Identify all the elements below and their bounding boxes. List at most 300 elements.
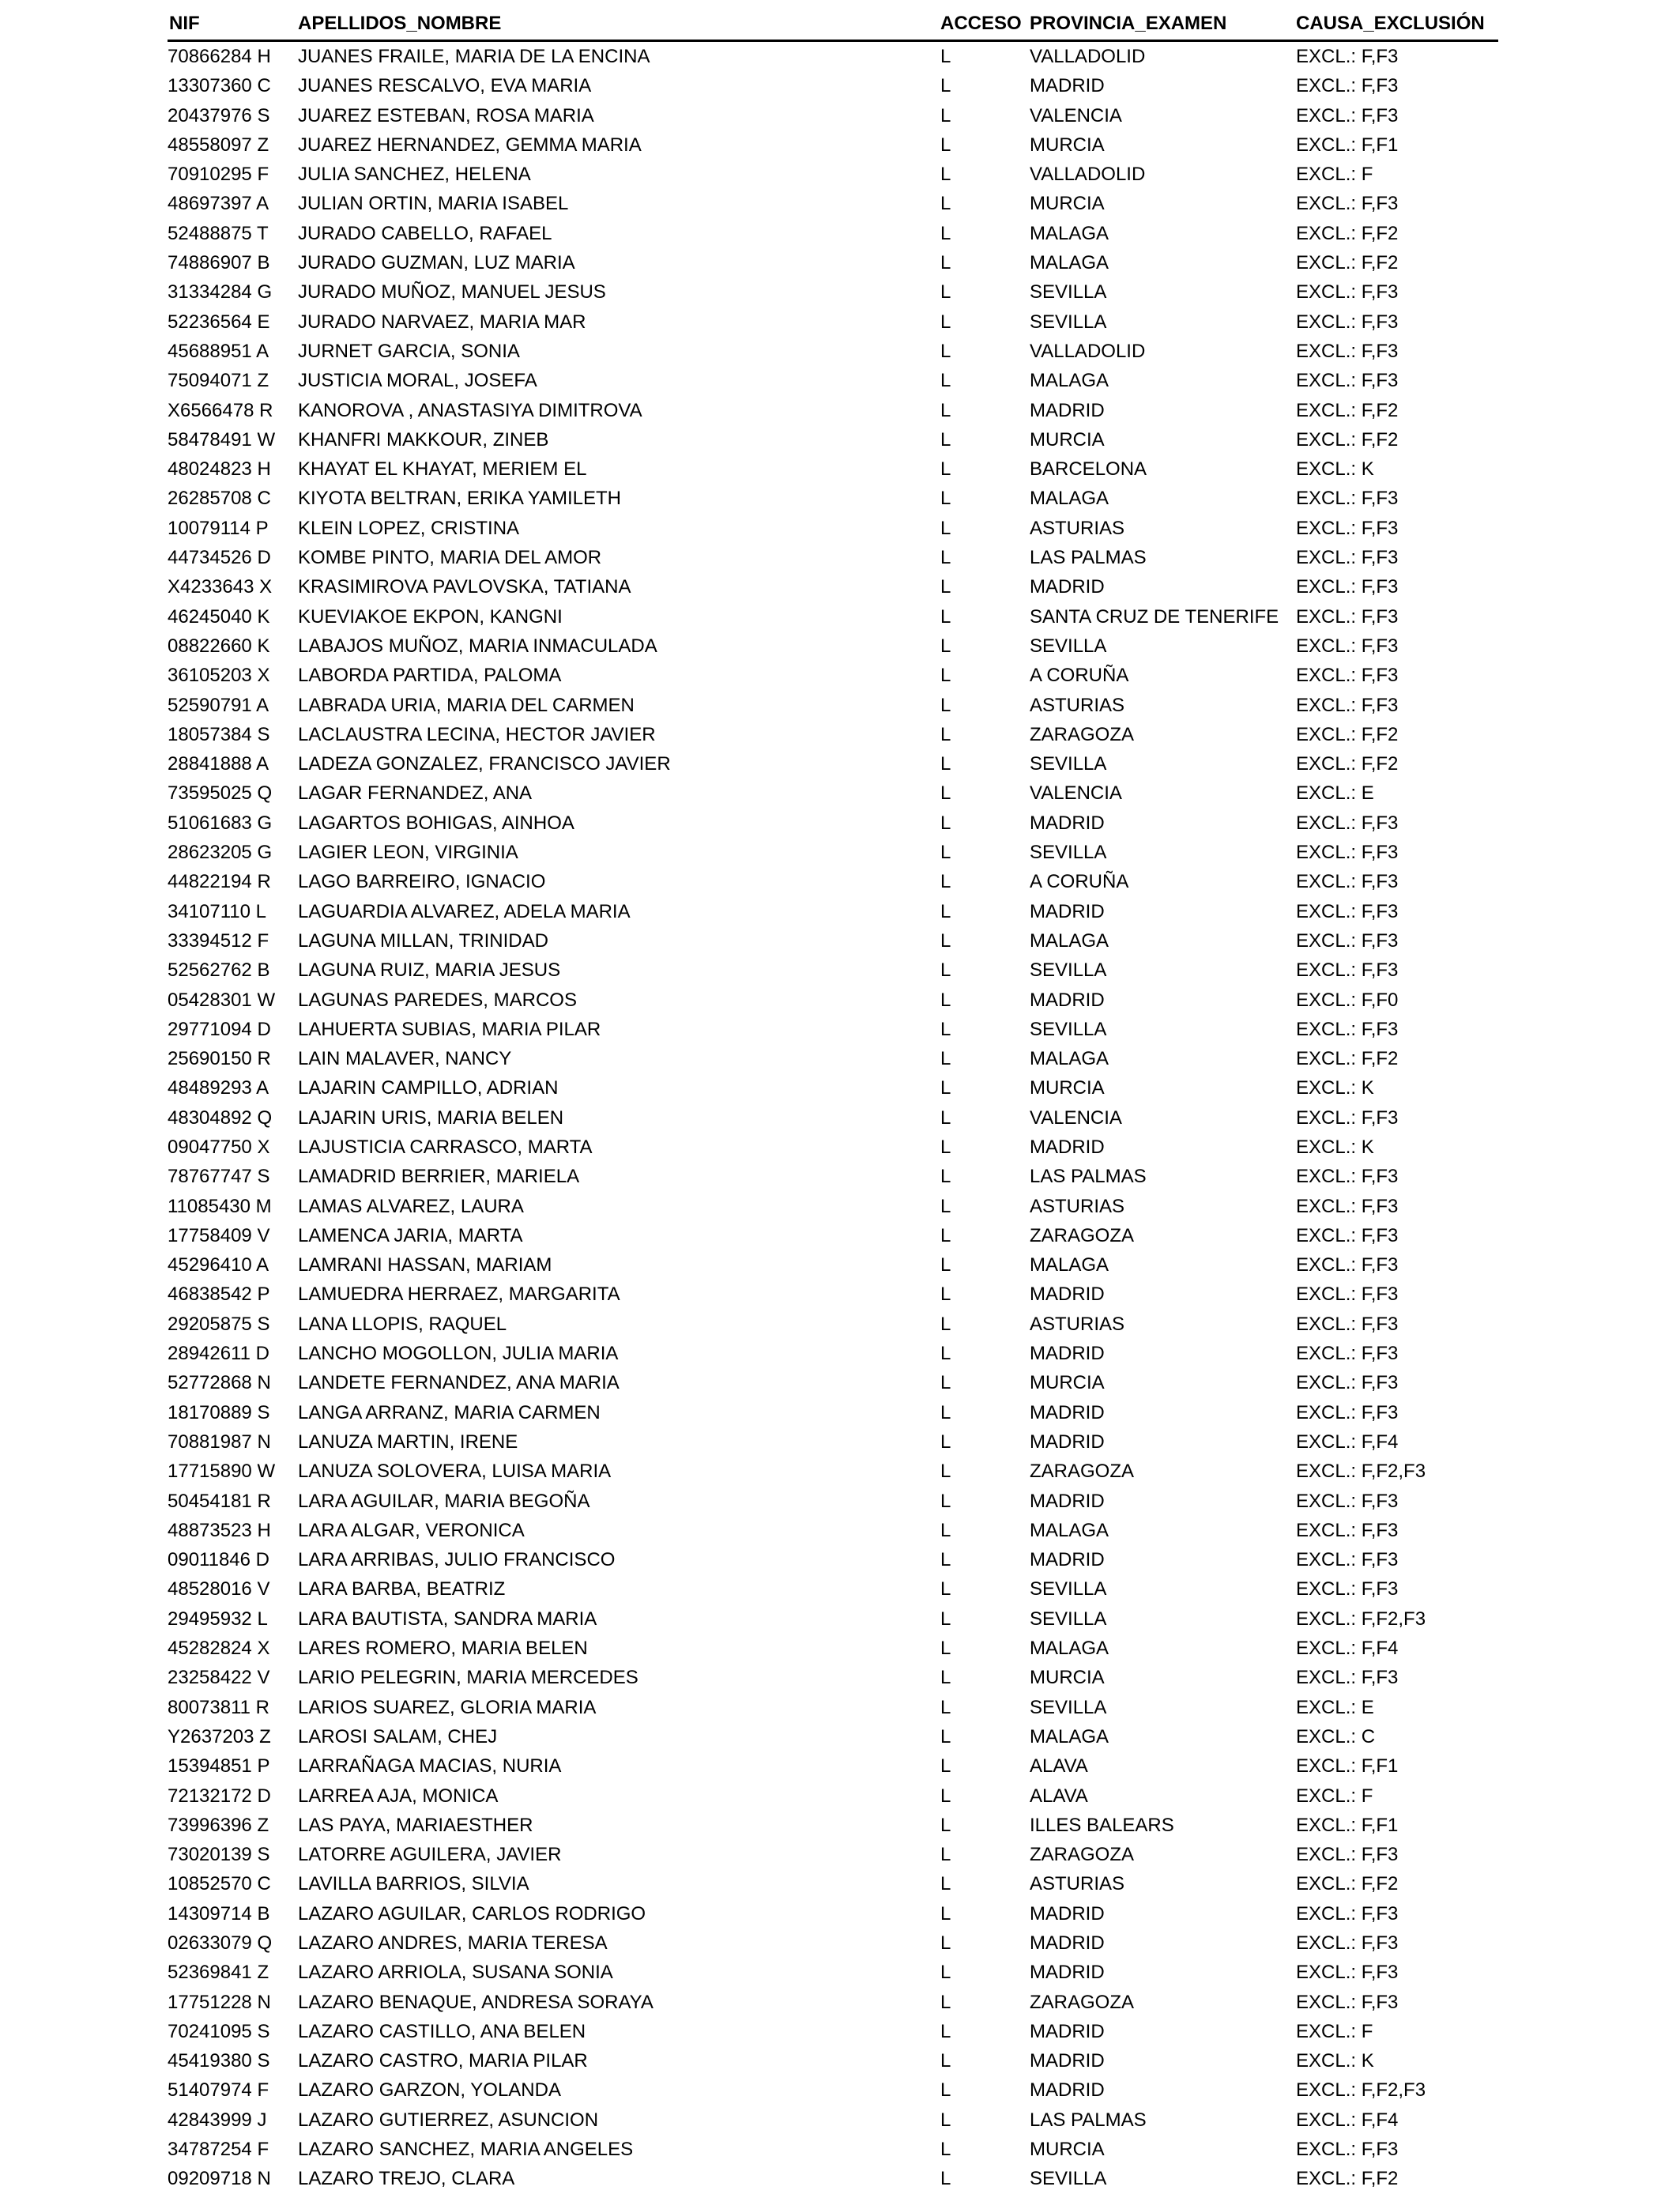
cell-apellidos-nombre: LAZARO BENAQUE, ANDRESA SORAYA: [298, 1991, 654, 2013]
cell-provincia-examen: MADRID: [1030, 1401, 1105, 1423]
cell-apellidos-nombre: LAJUSTICIA CARRASCO, MARTA: [298, 1136, 593, 1158]
cell-causa-exclusion: EXCL.: F,F3: [1296, 1018, 1399, 1040]
table-row: [0, 897, 1680, 926]
cell-apellidos-nombre: LABRADA URIA, MARIA DEL CARMEN: [298, 694, 635, 716]
cell-causa-exclusion: EXCL.: F,F3: [1296, 959, 1399, 982]
cell-causa-exclusion: EXCL.: F,F3: [1296, 1519, 1399, 1541]
cell-causa-exclusion: EXCL.: F,F2: [1296, 1873, 1399, 1895]
cell-provincia-examen: MADRID: [1030, 1902, 1105, 1924]
cell-nif: X6566478 R: [168, 399, 273, 421]
table-row: [0, 454, 1680, 484]
cell-nif: 17715890 W: [168, 1461, 276, 1483]
cell-apellidos-nombre: LAIN MALAVER, NANCY: [298, 1048, 512, 1070]
cell-nif: 45282824 X: [168, 1638, 270, 1660]
cell-provincia-examen: LAS PALMAS: [1030, 547, 1147, 569]
cell-causa-exclusion: EXCL.: F: [1296, 2020, 1373, 2042]
cell-acceso: L: [940, 46, 951, 67]
cell-provincia-examen: ZARAGOZA: [1030, 1461, 1135, 1483]
cell-provincia-examen: MADRID: [1030, 1962, 1105, 1984]
table-row: [0, 986, 1680, 1015]
cell-provincia-examen: SEVILLA: [1030, 1578, 1107, 1600]
cell-apellidos-nombre: KHAYAT EL KHAYAT, MERIEM EL: [298, 458, 587, 481]
cell-nif: 52369841 Z: [168, 1962, 269, 1984]
cell-apellidos-nombre: JURADO GUZMAN, LUZ MARIA: [298, 252, 575, 274]
cell-provincia-examen: SEVILLA: [1030, 959, 1107, 982]
table-row: [0, 307, 1680, 337]
cell-apellidos-nombre: LAGARTOS BOHIGAS, AINHOA: [298, 812, 574, 834]
table-row: [0, 1398, 1680, 1427]
cell-apellidos-nombre: LAVILLA BARRIOS, SILVIA: [298, 1873, 529, 1895]
cell-causa-exclusion: EXCL.: K: [1296, 1077, 1374, 1099]
cell-apellidos-nombre: KOMBE PINTO, MARIA DEL AMOR: [298, 547, 602, 569]
cell-causa-exclusion: EXCL.: F,F3: [1296, 900, 1399, 922]
table-row: [0, 396, 1680, 425]
table-row: [0, 101, 1680, 130]
table-row: [0, 1457, 1680, 1486]
cell-apellidos-nombre: JUANES FRAILE, MARIA DE LA ENCINA: [298, 46, 650, 67]
cell-provincia-examen: MADRID: [1030, 2020, 1105, 2042]
cell-acceso: L: [940, 929, 951, 952]
cell-provincia-examen: MALAGA: [1030, 488, 1109, 510]
cell-acceso: L: [940, 1549, 951, 1571]
cell-nif: 28841888 A: [168, 753, 269, 775]
cell-apellidos-nombre: LARIO PELEGRIN, MARIA MERCEDES: [298, 1667, 638, 1689]
cell-causa-exclusion: EXCL.: F,F3: [1296, 1962, 1399, 1984]
cell-acceso: L: [940, 2079, 951, 2102]
cell-apellidos-nombre: JUSTICIA MORAL, JOSEFA: [298, 370, 537, 392]
cell-nif: 70866284 H: [168, 46, 271, 67]
cell-causa-exclusion: EXCL.: F,F4: [1296, 1638, 1399, 1660]
cell-acceso: L: [940, 1195, 951, 1217]
cell-apellidos-nombre: JURNET GARCIA, SONIA: [298, 340, 520, 362]
cell-acceso: L: [940, 164, 951, 186]
table-row: [0, 1133, 1680, 1162]
table-row: [0, 1545, 1680, 1574]
cell-acceso: L: [940, 1401, 951, 1423]
cell-apellidos-nombre: LARRAÑAGA MACIAS, NURIA: [298, 1755, 562, 1777]
cell-provincia-examen: MALAGA: [1030, 252, 1109, 274]
header-acceso: ACCESO: [940, 13, 1022, 34]
cell-causa-exclusion: EXCL.: F,F2: [1296, 428, 1399, 450]
table-row: [0, 691, 1680, 720]
cell-nif: 36105203 X: [168, 665, 270, 687]
cell-apellidos-nombre: LAMUEDRA HERRAEZ, MARGARITA: [298, 1284, 620, 1306]
cell-apellidos-nombre: LAMAS ALVAREZ, LAURA: [298, 1195, 524, 1217]
cell-apellidos-nombre: LAGAR FERNANDEZ, ANA: [298, 782, 533, 805]
cell-nif: 02633079 Q: [168, 1932, 273, 1954]
cell-apellidos-nombre: LAZARO GARZON, YOLANDA: [298, 2079, 561, 2102]
cell-causa-exclusion: EXCL.: F,F3: [1296, 547, 1399, 569]
cell-provincia-examen: SEVILLA: [1030, 842, 1107, 864]
cell-apellidos-nombre: LANCHO MOGOLLON, JULIA MARIA: [298, 1343, 619, 1365]
table-row: [0, 1751, 1680, 1781]
cell-nif: 52488875 T: [168, 222, 269, 244]
cell-apellidos-nombre: JURADO MUÑOZ, MANUEL JESUS: [298, 281, 606, 303]
cell-apellidos-nombre: LAGUNA RUIZ, MARIA JESUS: [298, 959, 561, 982]
table-row: [0, 1869, 1680, 1898]
cell-provincia-examen: ZARAGOZA: [1030, 1224, 1135, 1246]
cell-nif: 23258422 V: [168, 1667, 270, 1689]
table-row: [0, 2105, 1680, 2135]
cell-provincia-examen: SANTA CRUZ DE TENERIFE: [1030, 605, 1279, 628]
table-row: [0, 219, 1680, 248]
cell-nif: 11085430 M: [168, 1195, 272, 1217]
cell-apellidos-nombre: KRASIMIROVA PAVLOVSKA, TATIANA: [298, 576, 631, 598]
cell-acceso: L: [940, 1725, 951, 1747]
cell-apellidos-nombre: LAGUNA MILLAN, TRINIDAD: [298, 929, 548, 952]
cell-nif: 72132172 D: [168, 1785, 271, 1807]
cell-provincia-examen: A CORUÑA: [1030, 665, 1129, 687]
cell-causa-exclusion: EXCL.: F,F2: [1296, 252, 1399, 274]
cell-nif: 18057384 S: [168, 723, 270, 745]
cell-acceso: L: [940, 1136, 951, 1158]
cell-nif: 08822660 K: [168, 635, 270, 657]
cell-apellidos-nombre: LAJARIN URIS, MARIA BELEN: [298, 1106, 564, 1129]
cell-apellidos-nombre: KIYOTA BELTRAN, ERIKA YAMILETH: [298, 488, 622, 510]
cell-acceso: L: [940, 1902, 951, 1924]
table-row: [0, 572, 1680, 601]
cell-apellidos-nombre: LARA BARBA, BEATRIZ: [298, 1578, 506, 1600]
cell-acceso: L: [940, 281, 951, 303]
cell-nif: 48489293 A: [168, 1077, 269, 1099]
cell-provincia-examen: ASTURIAS: [1030, 694, 1125, 716]
table-row: [0, 1693, 1680, 1722]
cell-nif: 46838542 P: [168, 1284, 270, 1306]
cell-acceso: L: [940, 1785, 951, 1807]
cell-causa-exclusion: EXCL.: F,F3: [1296, 1343, 1399, 1365]
cell-causa-exclusion: EXCL.: F,F3: [1296, 1902, 1399, 1924]
cell-causa-exclusion: EXCL.: E: [1296, 782, 1374, 805]
cell-causa-exclusion: EXCL.: F,F3: [1296, 75, 1399, 97]
cell-apellidos-nombre: LABAJOS MUÑOZ, MARIA INMACULADA: [298, 635, 657, 657]
table-row: [0, 248, 1680, 277]
cell-causa-exclusion: EXCL.: F,F3: [1296, 311, 1399, 333]
table-row: [0, 484, 1680, 513]
cell-nif: 44734526 D: [168, 547, 271, 569]
cell-acceso: L: [940, 723, 951, 745]
cell-acceso: L: [940, 1077, 951, 1099]
cell-acceso: L: [940, 1962, 951, 1984]
cell-nif: 29495932 L: [168, 1608, 268, 1630]
cell-causa-exclusion: EXCL.: F,F3: [1296, 1490, 1399, 1512]
table-row: [0, 1339, 1680, 1368]
cell-apellidos-nombre: JULIA SANCHEZ, HELENA: [298, 164, 531, 186]
cell-acceso: L: [940, 547, 951, 569]
cell-causa-exclusion: EXCL.: F,F3: [1296, 1401, 1399, 1423]
cell-causa-exclusion: EXCL.: F,F4: [1296, 1431, 1399, 1453]
cell-acceso: L: [940, 959, 951, 982]
cell-apellidos-nombre: JULIAN ORTIN, MARIA ISABEL: [298, 193, 569, 215]
cell-causa-exclusion: EXCL.: F,F3: [1296, 1578, 1399, 1600]
table-row: [0, 1574, 1680, 1604]
cell-provincia-examen: ILLES BALEARS: [1030, 1814, 1174, 1836]
cell-nif: 14309714 B: [168, 1902, 270, 1924]
cell-provincia-examen: ZARAGOZA: [1030, 1991, 1135, 2013]
cell-provincia-examen: SEVILLA: [1030, 281, 1107, 303]
cell-acceso: L: [940, 900, 951, 922]
table-row: [0, 1250, 1680, 1280]
cell-nif: 45419380 S: [168, 2050, 270, 2072]
cell-nif: 34787254 F: [168, 2139, 269, 2161]
cell-nif: 33394512 F: [168, 929, 269, 952]
cell-apellidos-nombre: KUEVIAKOE EKPON, KANGNI: [298, 605, 563, 628]
cell-causa-exclusion: EXCL.: F,F1: [1296, 1755, 1399, 1777]
cell-causa-exclusion: EXCL.: F: [1296, 164, 1373, 186]
table-row: [0, 2075, 1680, 2105]
cell-nif: 15394851 P: [168, 1755, 270, 1777]
cell-provincia-examen: MADRID: [1030, 1136, 1105, 1158]
cell-nif: 70910295 F: [168, 164, 269, 186]
table-row: [0, 1073, 1680, 1103]
table-row: [0, 71, 1680, 100]
cell-acceso: L: [940, 1578, 951, 1600]
table-row: [0, 1162, 1680, 1191]
cell-nif: 31334284 G: [168, 281, 273, 303]
cell-acceso: L: [940, 517, 951, 539]
cell-causa-exclusion: EXCL.: F,F3: [1296, 694, 1399, 716]
cell-provincia-examen: VALENCIA: [1030, 782, 1122, 805]
cell-apellidos-nombre: JUAREZ ESTEBAN, ROSA MARIA: [298, 104, 594, 126]
cell-acceso: L: [940, 782, 951, 805]
table-row: [0, 956, 1680, 985]
cell-provincia-examen: VALENCIA: [1030, 104, 1122, 126]
table-row: [0, 749, 1680, 778]
cell-acceso: L: [940, 1991, 951, 2013]
cell-causa-exclusion: EXCL.: F,F3: [1296, 665, 1399, 687]
cell-apellidos-nombre: LAJARIN CAMPILLO, ADRIAN: [298, 1077, 559, 1099]
cell-acceso: L: [940, 399, 951, 421]
cell-provincia-examen: MADRID: [1030, 989, 1105, 1011]
cell-nif: 48528016 V: [168, 1578, 270, 1600]
cell-apellidos-nombre: LARREA AJA, MONICA: [298, 1785, 499, 1807]
cell-provincia-examen: MALAGA: [1030, 1638, 1109, 1660]
cell-causa-exclusion: EXCL.: F,F3: [1296, 281, 1399, 303]
cell-causa-exclusion: EXCL.: F,F3: [1296, 1166, 1399, 1188]
cell-apellidos-nombre: LARIOS SUAREZ, GLORIA MARIA: [298, 1696, 597, 1718]
cell-nif: 74886907 B: [168, 252, 270, 274]
cell-acceso: L: [940, 1696, 951, 1718]
cell-nif: 52772868 N: [168, 1372, 271, 1394]
cell-nif: 78767747 S: [168, 1166, 270, 1188]
cell-apellidos-nombre: LANA LLOPIS, RAQUEL: [298, 1313, 507, 1335]
cell-nif: 09209718 N: [168, 2168, 271, 2190]
cell-acceso: L: [940, 252, 951, 274]
cell-apellidos-nombre: LARA ALGAR, VERONICA: [298, 1519, 525, 1541]
cell-acceso: L: [940, 1166, 951, 1188]
cell-provincia-examen: MADRID: [1030, 1549, 1105, 1571]
cell-apellidos-nombre: LARA ARRIBAS, JULIO FRANCISCO: [298, 1549, 616, 1571]
cell-apellidos-nombre: LAZARO ARRIOLA, SUSANA SONIA: [298, 1962, 613, 1984]
cell-acceso: L: [940, 871, 951, 893]
cell-causa-exclusion: EXCL.: F,F2: [1296, 723, 1399, 745]
cell-causa-exclusion: EXCL.: F,F2: [1296, 753, 1399, 775]
cell-causa-exclusion: EXCL.: F,F3: [1296, 104, 1399, 126]
cell-nif: 13307360 C: [168, 75, 271, 97]
cell-provincia-examen: ASTURIAS: [1030, 1195, 1125, 1217]
cell-nif: 70241095 S: [168, 2020, 270, 2042]
table-row: [0, 1604, 1680, 1634]
cell-acceso: L: [940, 1461, 951, 1483]
cell-provincia-examen: MALAGA: [1030, 929, 1109, 952]
table-row: [0, 1487, 1680, 1516]
cell-apellidos-nombre: JURADO CABELLO, RAFAEL: [298, 222, 552, 244]
table-row: [0, 1840, 1680, 1869]
cell-provincia-examen: MADRID: [1030, 75, 1105, 97]
cell-apellidos-nombre: KANOROVA , ANASTASIYA DIMITROVA: [298, 399, 642, 421]
cell-apellidos-nombre: LANGA ARRANZ, MARIA CARMEN: [298, 1401, 601, 1423]
cell-acceso: L: [940, 1814, 951, 1836]
cell-nif: 25690150 R: [168, 1048, 271, 1070]
cell-apellidos-nombre: LAZARO CASTILLO, ANA BELEN: [298, 2020, 586, 2042]
table-header: [0, 9, 1680, 38]
cell-apellidos-nombre: LANDETE FERNANDEZ, ANA MARIA: [298, 1372, 620, 1394]
table-row: [0, 1192, 1680, 1221]
cell-nif: 10079114 P: [168, 517, 269, 539]
table-row: [0, 2017, 1680, 2046]
cell-nif: 44822194 R: [168, 871, 271, 893]
cell-causa-exclusion: EXCL.: F,F3: [1296, 46, 1399, 67]
cell-acceso: L: [940, 665, 951, 687]
cell-apellidos-nombre: LAZARO TREJO, CLARA: [298, 2168, 515, 2190]
table-row: [0, 543, 1680, 572]
cell-acceso: L: [940, 134, 951, 156]
cell-nif: 34107110 L: [168, 900, 267, 922]
cell-apellidos-nombre: JUANES RESCALVO, EVA MARIA: [298, 75, 592, 97]
cell-causa-exclusion: EXCL.: K: [1296, 458, 1374, 481]
cell-acceso: L: [940, 1519, 951, 1541]
cell-acceso: L: [940, 1048, 951, 1070]
cell-provincia-examen: MURCIA: [1030, 428, 1105, 450]
cell-nif: 48697397 A: [168, 193, 269, 215]
cell-apellidos-nombre: LAZARO AGUILAR, CARLOS RODRIGO: [298, 1902, 646, 1924]
cell-provincia-examen: VALENCIA: [1030, 1106, 1122, 1129]
cell-provincia-examen: VALLADOLID: [1030, 164, 1146, 186]
cell-provincia-examen: MADRID: [1030, 2050, 1105, 2072]
cell-causa-exclusion: EXCL.: F,F3: [1296, 1991, 1399, 2013]
table-row: [0, 2135, 1680, 2164]
cell-causa-exclusion: EXCL.: F,F3: [1296, 576, 1399, 598]
cell-causa-exclusion: EXCL.: F,F3: [1296, 929, 1399, 952]
cell-acceso: L: [940, 2020, 951, 2042]
cell-apellidos-nombre: LAZARO GUTIERREZ, ASUNCION: [298, 2109, 599, 2131]
cell-provincia-examen: MADRID: [1030, 576, 1105, 598]
cell-causa-exclusion: EXCL.: F,F2: [1296, 222, 1399, 244]
cell-acceso: L: [940, 2139, 951, 2161]
cell-causa-exclusion: EXCL.: F,F3: [1296, 1313, 1399, 1335]
cell-apellidos-nombre: LAZARO ANDRES, MARIA TERESA: [298, 1932, 608, 1954]
cell-provincia-examen: ALAVA: [1030, 1785, 1088, 1807]
cell-causa-exclusion: EXCL.: F,F3: [1296, 2139, 1399, 2161]
cell-causa-exclusion: EXCL.: F,F3: [1296, 488, 1399, 510]
cell-nif: 46245040 K: [168, 605, 270, 628]
cell-provincia-examen: ASTURIAS: [1030, 1873, 1125, 1895]
cell-nif: 48304892 Q: [168, 1106, 273, 1129]
cell-acceso: L: [940, 1254, 951, 1276]
table-row: [0, 1958, 1680, 1987]
cell-apellidos-nombre: LANUZA MARTIN, IRENE: [298, 1431, 518, 1453]
cell-causa-exclusion: EXCL.: F,F3: [1296, 340, 1399, 362]
cell-acceso: L: [940, 428, 951, 450]
cell-causa-exclusion: EXCL.: F,F3: [1296, 635, 1399, 657]
cell-acceso: L: [940, 488, 951, 510]
cell-apellidos-nombre: LAS PAYA, MARIAESTHER: [298, 1814, 533, 1836]
cell-provincia-examen: MALAGA: [1030, 1725, 1109, 1747]
cell-nif: 52236564 E: [168, 311, 270, 333]
table-row: [0, 1221, 1680, 1250]
cell-causa-exclusion: EXCL.: F,F2,F3: [1296, 1461, 1426, 1483]
cell-causa-exclusion: EXCL.: F,F4: [1296, 2109, 1399, 2131]
cell-acceso: L: [940, 458, 951, 481]
cell-apellidos-nombre: LAGUARDIA ALVAREZ, ADELA MARIA: [298, 900, 631, 922]
cell-causa-exclusion: EXCL.: F,F1: [1296, 1814, 1399, 1836]
cell-provincia-examen: MADRID: [1030, 1284, 1105, 1306]
cell-nif: 10852570 C: [168, 1873, 271, 1895]
cell-apellidos-nombre: LANUZA SOLOVERA, LUISA MARIA: [298, 1461, 612, 1483]
cell-acceso: L: [940, 1638, 951, 1660]
table-row: [0, 1634, 1680, 1663]
cell-acceso: L: [940, 370, 951, 392]
cell-apellidos-nombre: LACLAUSTRA LECINA, HECTOR JAVIER: [298, 723, 656, 745]
cell-acceso: L: [940, 104, 951, 126]
cell-nif: Y2637203 Z: [168, 1725, 271, 1747]
table-row: [0, 514, 1680, 543]
table-row: [0, 1103, 1680, 1133]
cell-nif: 20437976 S: [168, 104, 270, 126]
cell-apellidos-nombre: KLEIN LOPEZ, CRISTINA: [298, 517, 520, 539]
cell-provincia-examen: MURCIA: [1030, 1372, 1105, 1394]
cell-acceso: L: [940, 1755, 951, 1777]
table-row: [0, 1928, 1680, 1958]
cell-provincia-examen: ASTURIAS: [1030, 517, 1125, 539]
cell-acceso: L: [940, 1490, 951, 1512]
cell-apellidos-nombre: LARA BAUTISTA, SANDRA MARIA: [298, 1608, 597, 1630]
table-row: [0, 1988, 1680, 2017]
cell-apellidos-nombre: LAGO BARREIRO, IGNACIO: [298, 871, 546, 893]
table-row: [0, 189, 1680, 218]
table-row: [0, 1811, 1680, 1840]
cell-provincia-examen: ALAVA: [1030, 1755, 1088, 1777]
cell-nif: 29205875 S: [168, 1313, 270, 1335]
table-row: [0, 425, 1680, 454]
cell-acceso: L: [940, 1018, 951, 1040]
cell-acceso: L: [940, 694, 951, 716]
cell-nif: 70881987 N: [168, 1431, 271, 1453]
cell-acceso: L: [940, 1932, 951, 1954]
cell-provincia-examen: MADRID: [1030, 900, 1105, 922]
cell-acceso: L: [940, 842, 951, 864]
cell-provincia-examen: MADRID: [1030, 1932, 1105, 1954]
table-row: [0, 1781, 1680, 1811]
cell-acceso: L: [940, 635, 951, 657]
cell-provincia-examen: SEVILLA: [1030, 1608, 1107, 1630]
cell-acceso: L: [940, 1372, 951, 1394]
cell-causa-exclusion: EXCL.: E: [1296, 1696, 1374, 1718]
cell-apellidos-nombre: LADEZA GONZALEZ, FRANCISCO JAVIER: [298, 753, 671, 775]
cell-nif: 75094071 Z: [168, 370, 269, 392]
cell-acceso: L: [940, 576, 951, 598]
cell-provincia-examen: SEVILLA: [1030, 1018, 1107, 1040]
header-provincia-examen: PROVINCIA_EXAMEN: [1030, 13, 1227, 34]
cell-acceso: L: [940, 1431, 951, 1453]
table-row: [0, 631, 1680, 661]
cell-nif: 73020139 S: [168, 1844, 270, 1866]
table-row: [0, 1516, 1680, 1545]
cell-nif: 29771094 D: [168, 1018, 271, 1040]
cell-causa-exclusion: EXCL.: F,F3: [1296, 193, 1399, 215]
cell-causa-exclusion: EXCL.: F,F3: [1296, 1549, 1399, 1571]
cell-nif: 52590791 A: [168, 694, 269, 716]
cell-provincia-examen: LAS PALMAS: [1030, 2109, 1147, 2131]
